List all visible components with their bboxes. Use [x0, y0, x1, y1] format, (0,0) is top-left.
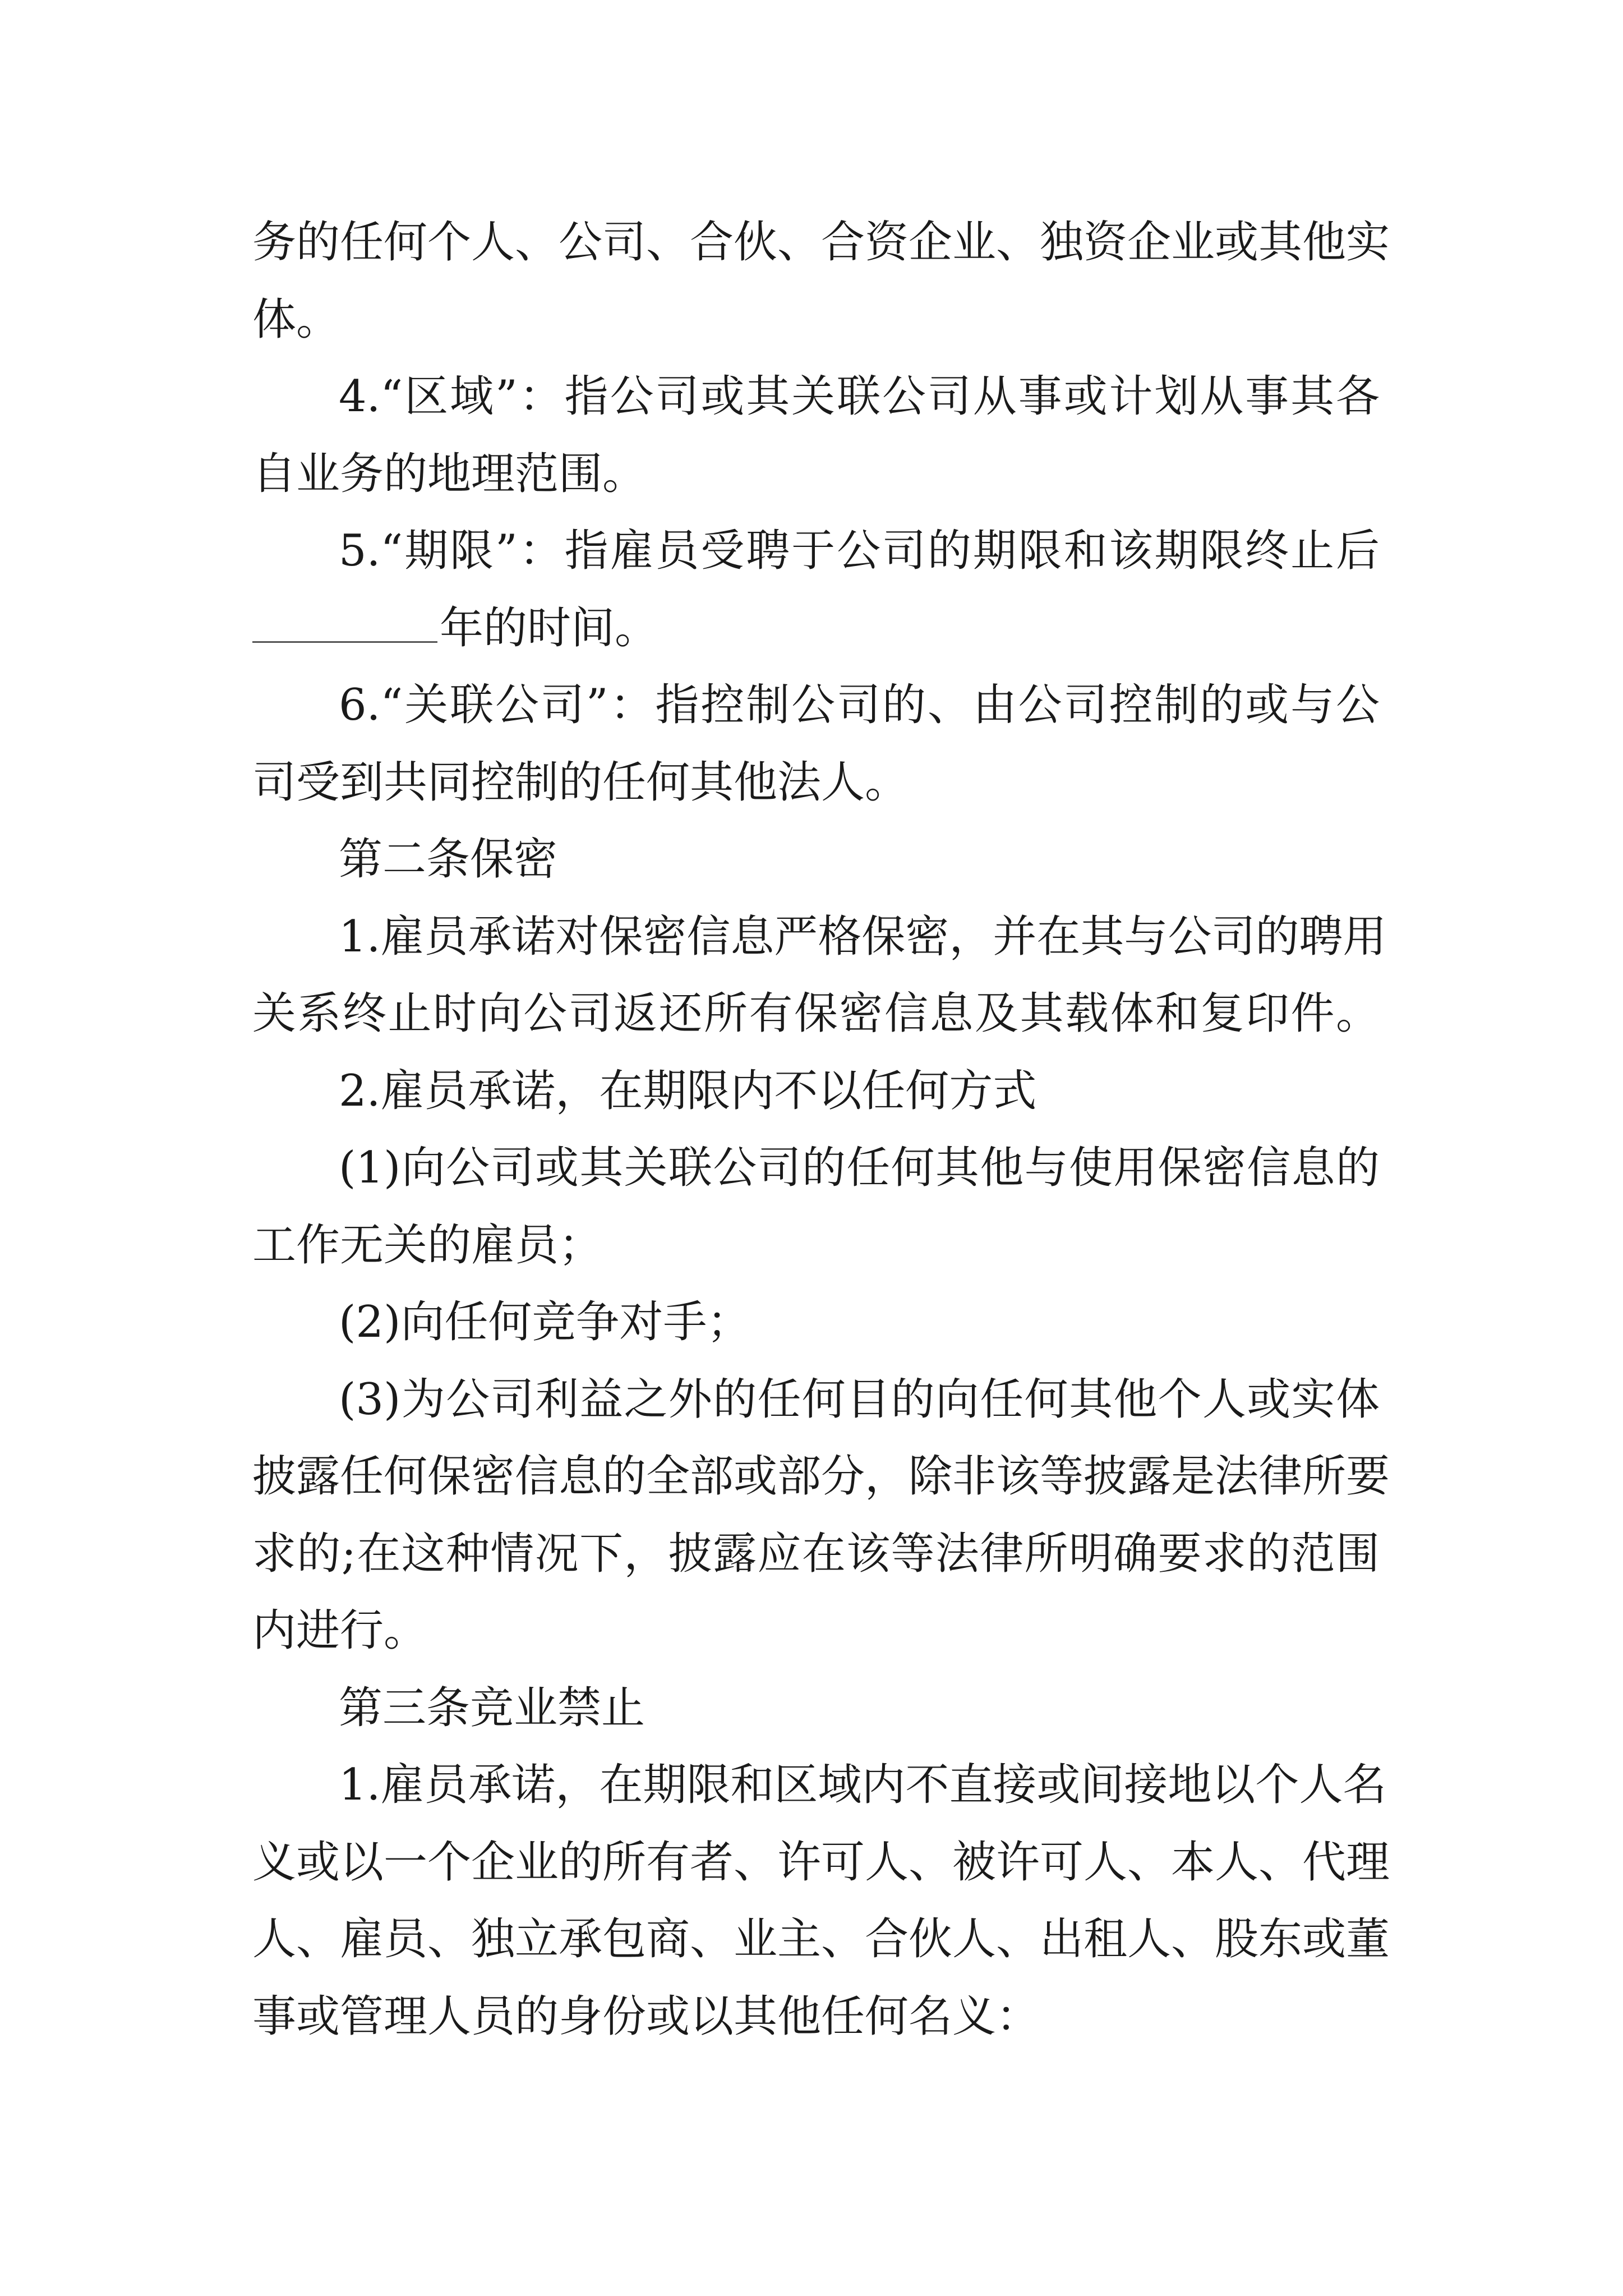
text-line: 司受到共同控制的任何其他法人。 [252, 757, 909, 808]
fill-in-blank[interactable] [252, 605, 437, 643]
text-line: 事或管理人员的身份或以其他任何名义： [252, 1991, 1040, 2042]
text-line: 义或以一个企业的所有者、许可人、被许可人、本人、代理 [252, 1837, 1390, 1888]
section-heading: 第二条保密 [339, 834, 558, 885]
text-line: 披露任何保密信息的全部或部分，除非该等披露是法律所要 [252, 1451, 1390, 1502]
text-line: (2)向任何竞争对手； [339, 1297, 751, 1347]
text-line: 6.“关联公司”：指控制公司的、由公司控制的或与公 [339, 680, 1380, 730]
text-line: 工作无关的雇员； [252, 1220, 603, 1271]
text-line: 关系终止时向公司返还所有保密信息及其载体和复印件。 [252, 988, 1380, 1039]
text-line: 体。 [252, 295, 340, 345]
text-line: 自业务的地理范围。 [252, 449, 647, 499]
text-line: 内进行。 [252, 1605, 428, 1656]
text-line: 2.雇员承诺，在期限内不以任何方式 [339, 1066, 1037, 1116]
text-line: (1)向公司或其关联公司的任何其他与使用保密信息的 [339, 1143, 1380, 1193]
text-line: 求的;在这种情况下，披露应在该等法律所明确要求的范围 [252, 1529, 1380, 1579]
text-line-with-blank [252, 589, 1380, 668]
text-line: 务的任何个人、公司、合伙、合资企业、独资企业或其他实 [252, 217, 1390, 268]
text-line: 人、雇员、独立承包商、业主、合伙人、出租人、股东或董 [252, 1914, 1390, 1964]
text-line: 1.雇员承诺，在期限和区域内不直接或间接地以个人名 [339, 1760, 1387, 1810]
section-heading: 第三条竞业禁止 [339, 1683, 645, 1733]
text-line: 1.雇员承诺对保密信息严格保密，并在其与公司的聘用 [339, 912, 1387, 962]
text-fragment: 年的时间。 [440, 603, 659, 654]
text-line: 4.“区域”：指公司或其关联公司从事或计划从事其各 [339, 371, 1380, 422]
text-line: (3)为公司利益之外的任何目的向任何其他个人或实体 [339, 1374, 1380, 1425]
text-line: 5.“期限”：指雇员受聘于公司的期限和该期限终止后 [339, 526, 1380, 576]
